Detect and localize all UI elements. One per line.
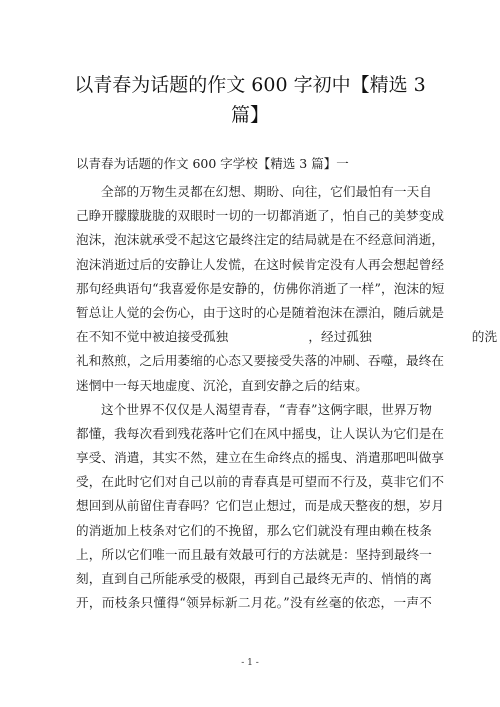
text-segment: ，经过孤独 (308, 329, 372, 345)
paragraph-2-line: 想回到从前留住青春吗？它们岂止想过，而是成天整夜的想，岁月 (76, 498, 445, 514)
paragraph-1-line: 己睁开朦朦胧胧的双眼时一切的一切都消逝了，怕自己的美梦变成 (76, 208, 445, 224)
paragraph-1-line: 泡沫消逝过后的安静让人发慌，在这时候肯定没有人再会想起曾经 (76, 256, 445, 272)
paragraph-1-line: 迷惘中一每天地虚度、沉沦，直到安静之后的结束。 (76, 377, 368, 393)
document-body (76, 180, 498, 615)
paragraph-1-line: 礼和熬煎，之后用萎缩的心态又要接受失落的冲刷、吞噬，最终在 (76, 353, 445, 369)
paragraph-1-line-gapped (76, 325, 498, 349)
paragraph-2-line: 上，所以它们唯一而且最有效最可行的方法就是：坚持到最终一 (76, 546, 432, 562)
paragraph-1-line: 泡沫，泡沫就承受不起这它最终注定的结局就是在不经意间消逝， (76, 232, 445, 248)
page-number: - 1 - (241, 658, 259, 668)
title-line-2: 篇】 (230, 104, 269, 126)
paragraph-1-line: 暂总让人觉的会伤心，由于这时的心是随着泡沫在漂泊，随后就是 (76, 304, 445, 320)
paragraph-2-line: 都懂，我每次看到残花落叶它们在风中摇曳，让人误认为它们是在 (76, 425, 445, 441)
paragraph-1-line: 全部的万物生灵都在幻想、期盼、向往，它们最怕有一天自 (101, 184, 432, 199)
paragraph-1-line: 那句经典语句“我喜爱你是安静的，仿佛你消逝了一样”，泡沫的短 (76, 280, 445, 296)
paragraph-2-line: 开，而枝条只懂得“领异标新二月花。”没有丝毫的依恋，一声不 (76, 595, 432, 611)
text-segment: 在不知不觉中被迫接受孤独 (76, 329, 229, 345)
paragraph-2-line: 这个世界不仅仅是人渴望青春，“青春”这俩字眼，世界万物 (101, 401, 432, 417)
title-line-1: 以青春为话题的作文 600 字初中【精选 3 (74, 74, 426, 96)
paragraph-2-line: 受，在此时它们对自己以前的青春真是可望而不行及，莫非它们不 (76, 474, 445, 490)
document-title (40, 70, 460, 130)
paragraph-2-line: 的消逝加上枝条对它们的不挽留，那么它们就没有理由赖在枝条 (76, 522, 432, 538)
paragraph-2-line: 刻，直到自己所能承受的极限，再到自己最终无声的、悄悄的离 (76, 571, 432, 586)
text-segment: 的洗 (471, 329, 498, 345)
document-subtitle: 以青春为话题的作文 600 字学校【精选 3 篇】一 (76, 156, 349, 171)
paragraph-2-line: 享受、消遣，其实不然，建立在生命终点的摇曳、消遣那吧叫做享 (76, 450, 445, 466)
